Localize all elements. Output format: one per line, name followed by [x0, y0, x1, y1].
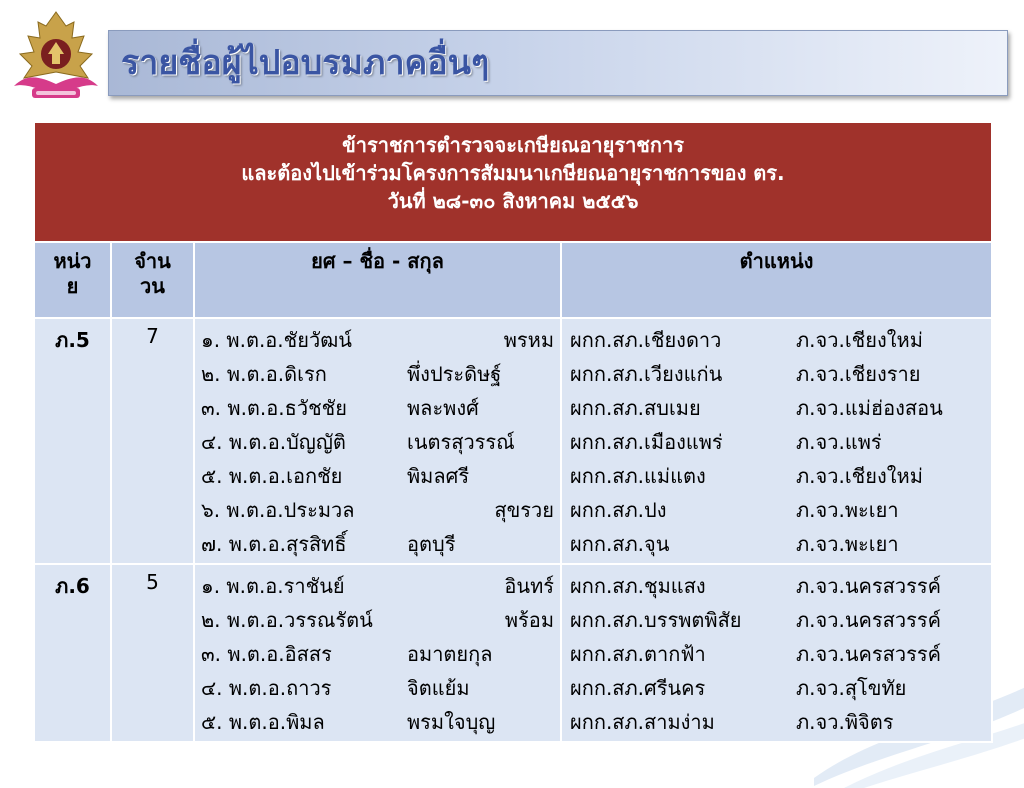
table-heading	[34, 122, 992, 242]
station: ผกก.สภ.เวียงแก่น	[570, 362, 723, 386]
name-line	[201, 527, 554, 561]
surname: อมาตยกุล	[407, 642, 493, 666]
table-row	[34, 564, 992, 742]
surname: พร้อม	[504, 608, 554, 632]
province: ภ.จว.แพร่	[796, 430, 882, 454]
position-line	[570, 637, 985, 671]
column-header-name: ยศ – ชื่อ - สกุล	[194, 242, 561, 318]
surname: จิตแย้ม	[407, 676, 470, 700]
table-row	[34, 318, 992, 564]
column-header-position: ตำแหน่ง	[561, 242, 992, 318]
station: ผกก.สภ.ตากฟ้า	[570, 642, 706, 666]
name-line	[201, 357, 554, 391]
station: ผกก.สภ.จุน	[570, 532, 670, 556]
heading-line: ข้าราชการตำรวจจะเกษียณอายุราชการ	[342, 133, 684, 157]
names-cell	[194, 564, 561, 742]
name-line	[201, 391, 554, 425]
station: ผกก.สภ.เชียงดาว	[570, 328, 722, 352]
station: ผกก.สภ.แม่แตง	[570, 464, 706, 488]
name-line	[201, 637, 554, 671]
surname: เนตรสุวรรณ์	[407, 430, 515, 454]
rank-name: ๒. พ.ต.อ.ดิเรก	[201, 362, 327, 386]
count-cell: 5	[111, 564, 194, 742]
surname: อินทร์	[504, 574, 554, 598]
rank-name: ๔. พ.ต.อ.บัญญัติ	[201, 430, 346, 454]
name-line	[201, 459, 554, 493]
rank-name: ๑. พ.ต.อ.ราชันย์	[201, 574, 345, 598]
heading-line: และต้องไปเข้าร่วมโครงการสัมมนาเกษียณอายุราชการของ ตร.	[241, 161, 785, 185]
column-header-text: วน	[140, 274, 165, 298]
column-header-row	[34, 242, 992, 318]
station: ผกก.สภ.สามง่าม	[570, 710, 715, 734]
surname: พรหม	[503, 328, 554, 352]
surname: พิมลศรี	[407, 464, 470, 488]
title-bar	[108, 30, 1008, 96]
count-cell: 7	[111, 318, 194, 564]
positions-cell	[561, 318, 992, 564]
rank-name: ๗. พ.ต.อ.สุรสิทธิ์	[201, 532, 347, 556]
column-header-unit	[34, 242, 111, 318]
station: ผกก.สภ.ศรีนคร	[570, 676, 706, 700]
province: ภ.จว.นครสวรรค์	[796, 574, 941, 598]
province: ภ.จว.พะเยา	[796, 532, 899, 556]
station: ผกก.สภ.เมืองแพร่	[570, 430, 723, 454]
province: ภ.จว.พะเยา	[796, 498, 899, 522]
rank-name: ๖. พ.ต.อ.ประมวล	[201, 498, 355, 522]
surname: พึ่งประดิษฐ์	[407, 362, 502, 386]
name-line	[201, 493, 554, 527]
name-line	[201, 569, 554, 603]
position-line	[570, 357, 985, 391]
name-line	[201, 671, 554, 705]
training-list-table	[33, 121, 991, 743]
name-line	[201, 603, 554, 637]
station: ผกก.สภ.สบเมย	[570, 396, 701, 420]
rank-name: ๒. พ.ต.อ.วรรณรัตน์	[201, 608, 373, 632]
rank-name: ๓. พ.ต.อ.อิสสร	[201, 642, 332, 666]
column-header-count	[111, 242, 194, 318]
rank-name: ๓. พ.ต.อ.ธวัชชัย	[201, 396, 347, 420]
unit-cell: ภ.6	[34, 564, 111, 742]
rank-name: ๔. พ.ต.อ.ถาวร	[201, 676, 332, 700]
province: ภ.จว.เชียงราย	[796, 362, 921, 386]
position-line	[570, 425, 985, 459]
rank-name: ๕. พ.ต.อ.พิมล	[201, 710, 325, 734]
position-line	[570, 391, 985, 425]
rank-name: ๑. พ.ต.อ.ชัยวัฒน์	[201, 328, 352, 352]
station: ผกก.สภ.บรรพตพิสัย	[570, 608, 742, 632]
name-line	[201, 705, 554, 739]
police-emblem-icon	[8, 8, 104, 108]
names-cell	[194, 318, 561, 564]
province: ภ.จว.พิจิตร	[796, 710, 894, 734]
column-header-text: หน่ว	[53, 249, 92, 273]
station: ผกก.สภ.ปง	[570, 498, 667, 522]
positions-cell	[561, 564, 992, 742]
surname: อุตบุรี	[407, 532, 456, 556]
province: ภ.จว.แม่ฮ่องสอน	[796, 396, 943, 420]
province: ภ.จว.เชียงใหม่	[796, 328, 923, 352]
position-line	[570, 459, 985, 493]
heading-line: วันที่ ๒๘-๓๐ สิงหาคม ๒๕๕๖	[387, 189, 639, 213]
surname: สุขรวย	[494, 498, 554, 522]
position-line	[570, 493, 985, 527]
surname: พรมใจบุญ	[407, 710, 496, 734]
name-line	[201, 323, 554, 357]
name-line	[201, 425, 554, 459]
province: ภ.จว.นครสวรรค์	[796, 608, 941, 632]
surname: พละพงศ์	[407, 396, 479, 420]
position-line	[570, 323, 985, 357]
position-line	[570, 569, 985, 603]
position-line	[570, 603, 985, 637]
column-header-text: จำน	[134, 249, 171, 273]
position-line	[570, 527, 985, 561]
province: ภ.จว.นครสวรรค์	[796, 642, 941, 666]
rank-name: ๕. พ.ต.อ.เอกชัย	[201, 464, 343, 488]
unit-cell: ภ.5	[34, 318, 111, 564]
province: ภ.จว.สุโขทัย	[796, 676, 907, 700]
column-header-text: ย	[66, 274, 79, 298]
page-title: รายชื่อผู้ไปอบรมภาคอื่นๆ	[121, 43, 490, 83]
station: ผกก.สภ.ชุมแสง	[570, 574, 706, 598]
position-line	[570, 671, 985, 705]
province: ภ.จว.เชียงใหม่	[796, 464, 923, 488]
position-line	[570, 705, 985, 739]
